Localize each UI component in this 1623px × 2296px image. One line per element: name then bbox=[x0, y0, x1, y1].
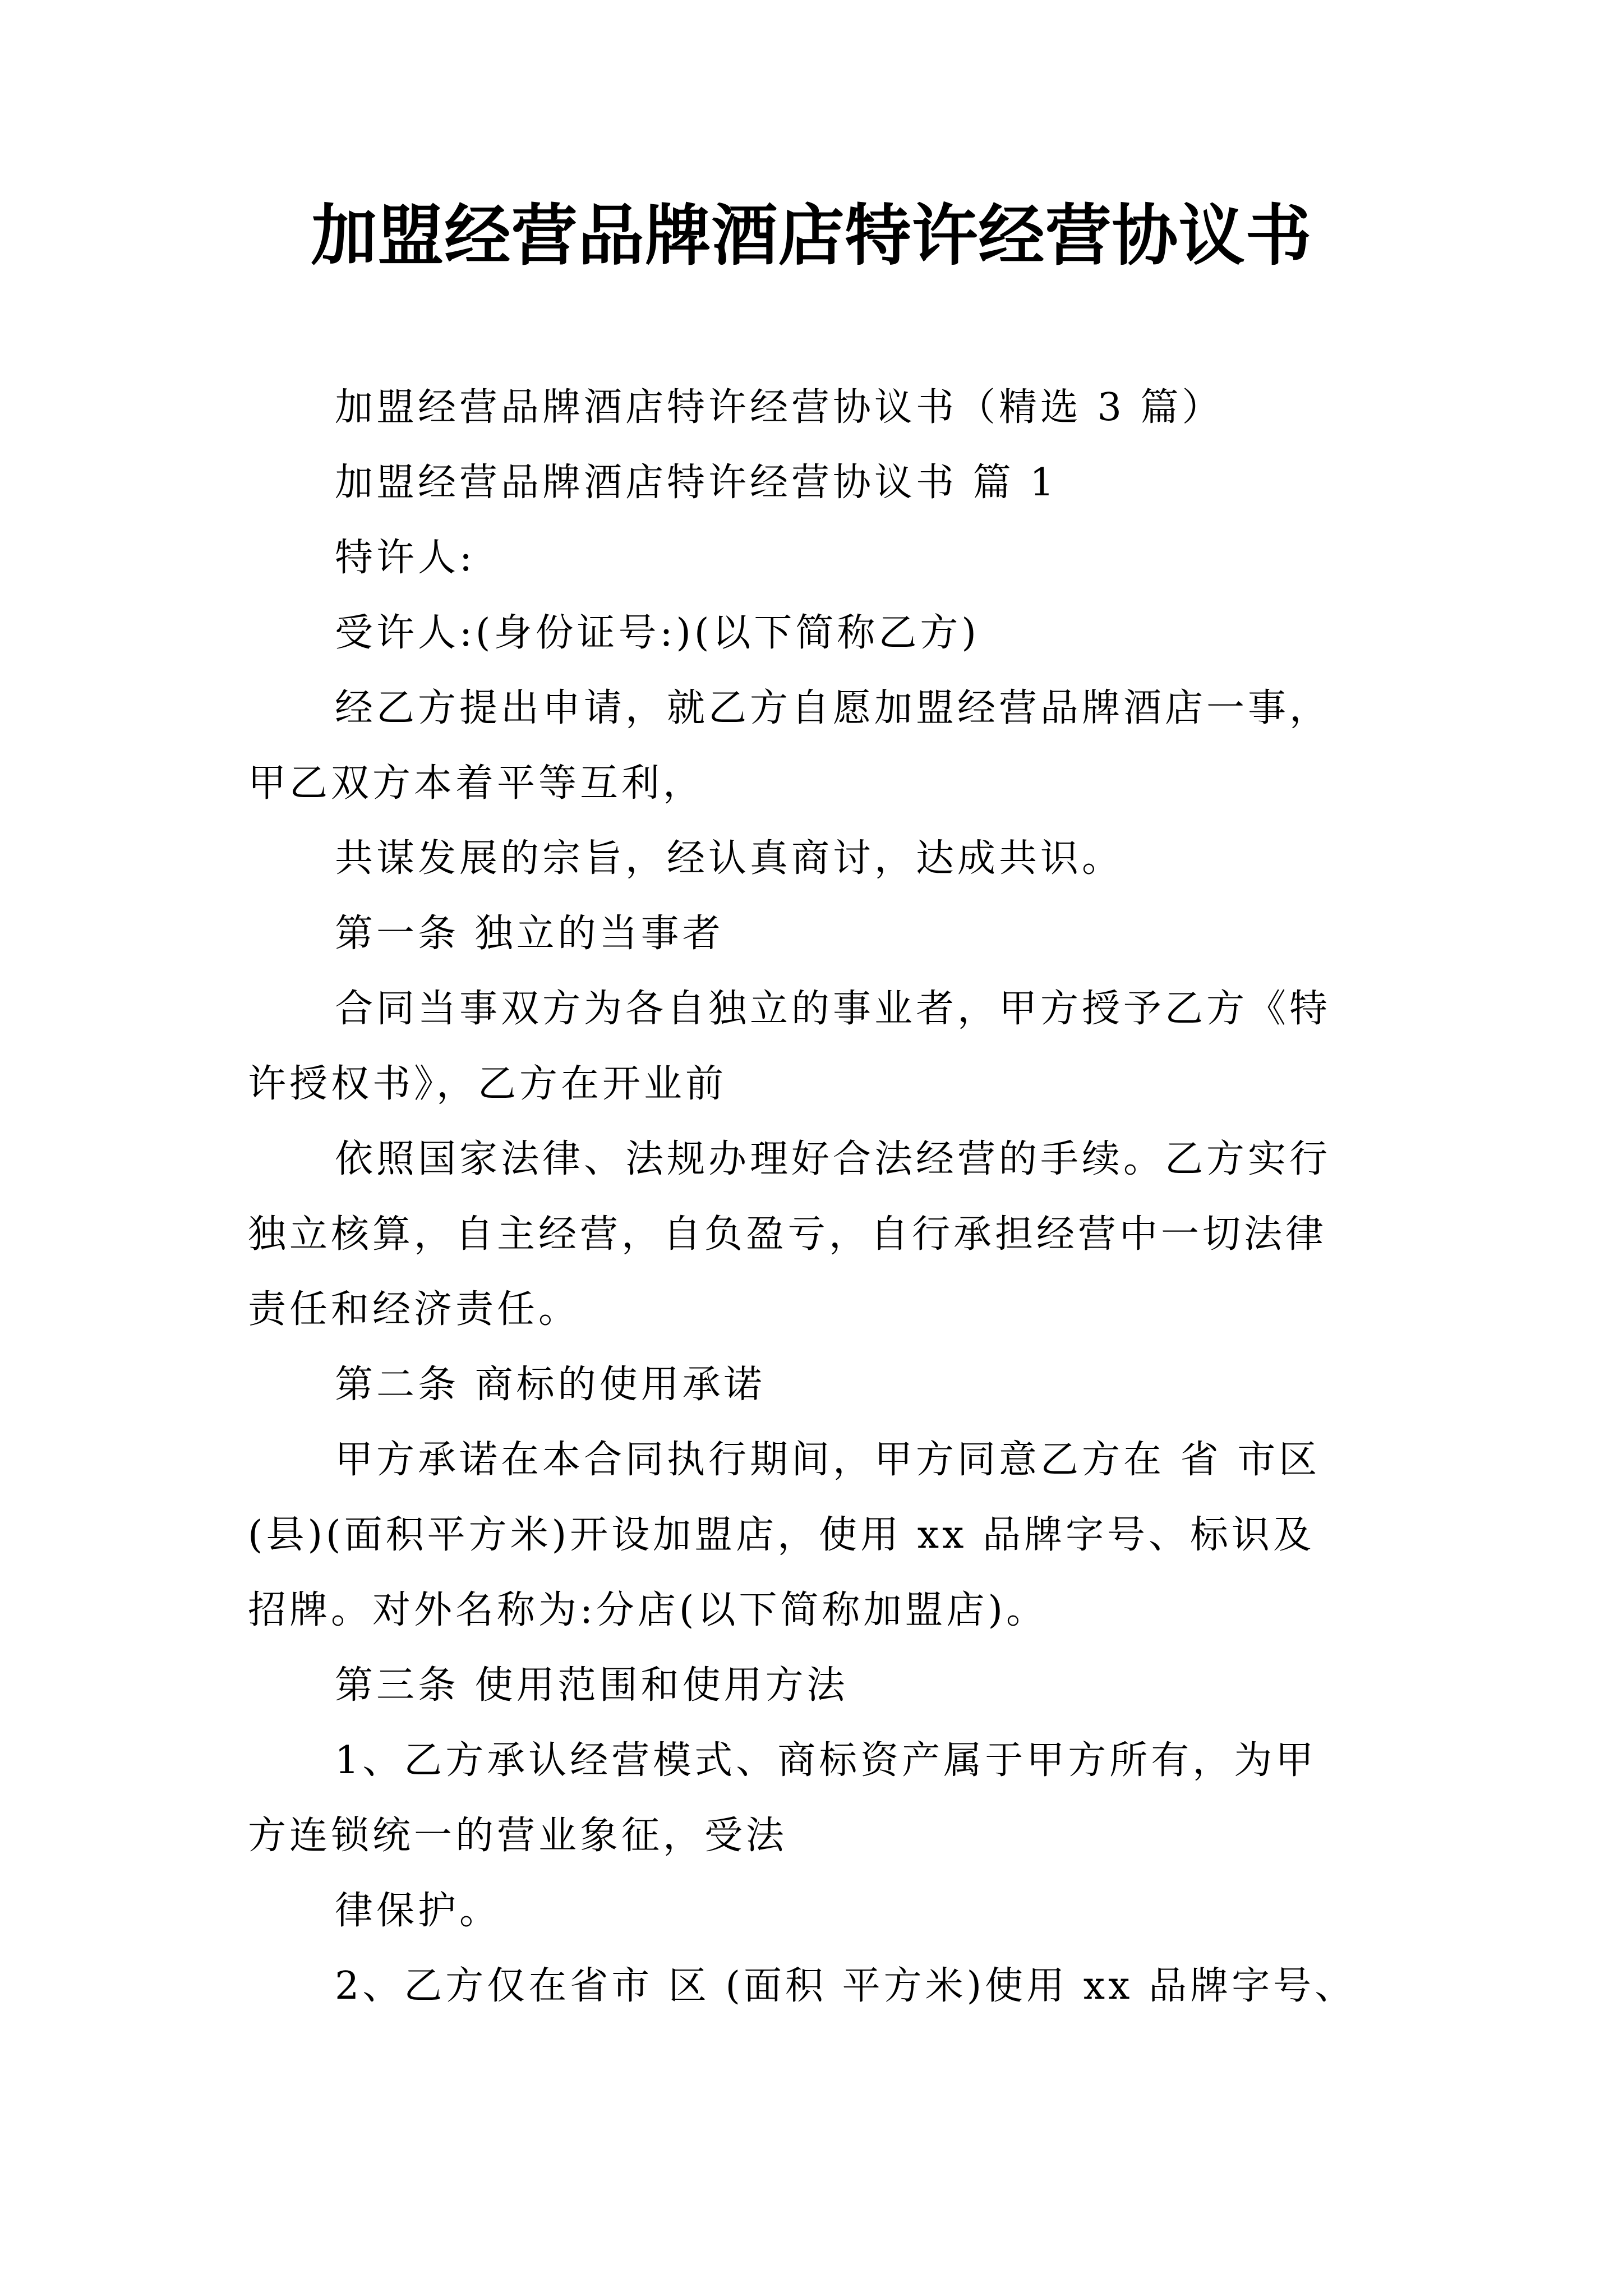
paragraph-line: 律保护。 bbox=[335, 1889, 501, 1933]
document-body bbox=[248, 370, 1404, 2024]
paragraph-line: 责任和经济责任。 bbox=[248, 1287, 580, 1332]
paragraph-line: 招牌。对外名称为:分店(以下简称加盟店)。 bbox=[248, 1588, 1048, 1632]
paragraph-line: 依照国家法律、法规办理好合法经营的手续。乙方实行 bbox=[335, 1137, 1331, 1181]
paragraph-line: 独立核算，自主经营，自负盈亏，自行承担经营中一切法律 bbox=[248, 1212, 1327, 1257]
paragraph-line: 甲乙双方本着平等互利， bbox=[248, 761, 705, 806]
paragraph-line: 受许人:(身份证号:)(以下简称乙方) bbox=[335, 611, 980, 655]
paragraph-line: 甲方承诺在本合同执行期间，甲方同意乙方在 省 市区 bbox=[335, 1438, 1321, 1482]
paragraph-line: 加盟经营品牌酒店特许经营协议书（精选 3 篇） bbox=[335, 385, 1224, 430]
paragraph-line: (县)(面积平方米)开设加盟店，使用 xx 品牌字号、标识及 bbox=[248, 1513, 1315, 1557]
paragraph-line: 特许人: bbox=[335, 536, 476, 580]
paragraph-line: 方连锁统一的营业象征，受法 bbox=[248, 1814, 788, 1858]
paragraph-line: 2、乙方仅在省市 区 (面积 平方米)使用 xx 品牌字号、 bbox=[335, 1964, 1357, 2008]
section-heading: 第一条 独立的当事者 bbox=[335, 912, 724, 956]
section-heading: 第二条 商标的使用承诺 bbox=[335, 1363, 766, 1407]
paragraph-line: 1、乙方承认经营模式、商标资产属于甲方所有，为甲 bbox=[335, 1738, 1317, 1783]
paragraph-line: 经乙方提出申请，就乙方自愿加盟经营品牌酒店一事， bbox=[335, 686, 1331, 730]
document-title: 加盟经营品牌酒店特许经营协议书 bbox=[311, 196, 1312, 274]
paragraph-line: 加盟经营品牌酒店特许经营协议书 篇 1 bbox=[335, 461, 1058, 505]
paragraph-line: 共谋发展的宗旨，经认真商讨，达成共识。 bbox=[335, 836, 1124, 881]
section-heading: 第三条 使用范围和使用方法 bbox=[335, 1663, 849, 1708]
paragraph-line: 许授权书》，乙方在开业前 bbox=[248, 1062, 727, 1106]
paragraph-line: 合同当事双方为各自独立的事业者，甲方授予乙方《特 bbox=[335, 987, 1331, 1031]
